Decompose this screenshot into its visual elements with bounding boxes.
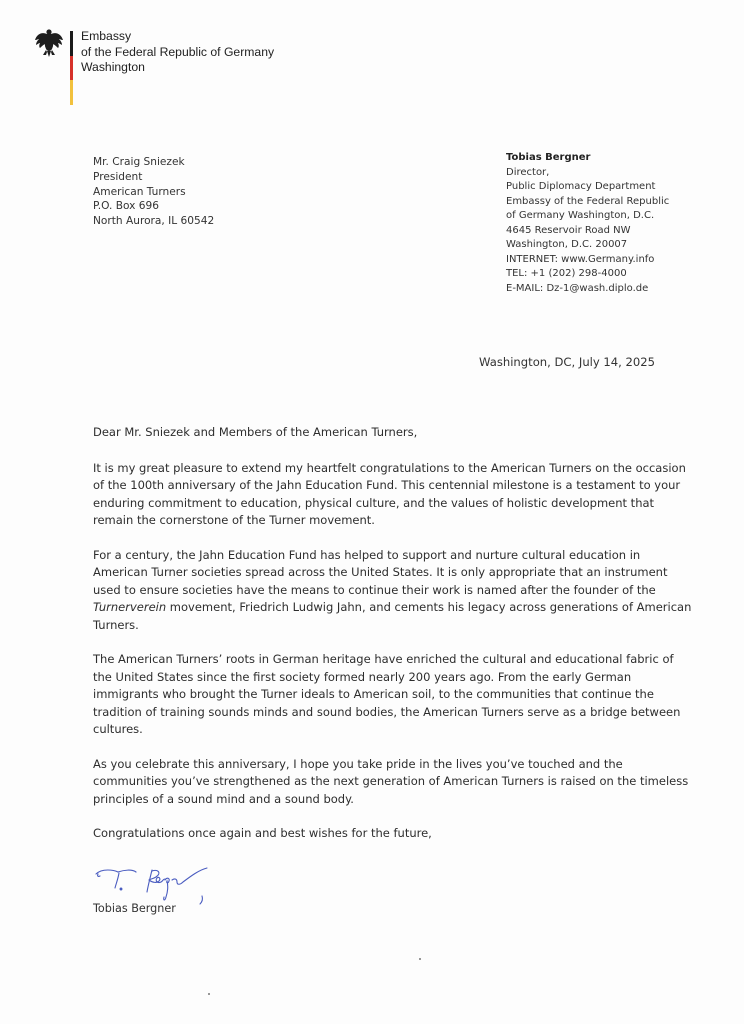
letterhead-line: of the Federal Republic of Germany — [81, 44, 275, 59]
signature-name: Tobias Bergner — [93, 902, 176, 915]
sender-line: of Germany Washington, D.C. — [506, 210, 655, 221]
flag-gold-stripe — [70, 80, 73, 105]
flag-bar — [70, 31, 73, 105]
letter-date: Washington, DC, July 14, 2025 — [479, 355, 656, 369]
embassy-letterhead — [81, 29, 274, 76]
sender-line: Embassy of the Federal Republic — [506, 195, 670, 207]
sender-email: E-MAIL: Dz-1@wash.diplo.de — [506, 282, 649, 294]
recipient-line: North Aurora, IL 60542 — [93, 215, 215, 228]
recipient-line: President — [93, 170, 143, 183]
turnerverein-term: Turnerverein — [93, 600, 167, 614]
federal-eagle-icon — [34, 27, 64, 59]
scan-speck — [208, 993, 210, 995]
recipient-line: P.O. Box 696 — [93, 200, 160, 213]
recipient-line: American Turners — [93, 185, 186, 198]
letterhead-line: Washington — [81, 60, 145, 74]
recipient-address — [93, 155, 214, 229]
paragraph-4: As you celebrate this anniversary, I hope you take pride in the lives you’ve touched and the communities you’ve strengthened as the next generation of American Turners is raised on the timeless principles of a sound mind and a sound body. — [93, 756, 689, 806]
sender-line: 4645 Reservoir Road NW — [506, 224, 631, 236]
scan-speck — [419, 958, 421, 960]
sender-block — [506, 151, 669, 296]
sender-name: Tobias Bergner — [506, 152, 591, 163]
letterhead-line: Embassy — [81, 29, 132, 43]
paragraph-2 — [93, 547, 693, 635]
paragraph-3: The American Turners’ roots in German heritage have enriched the cultural and educational fabric of the United States since the first society formed nearly 200 years ago. From the early German immigrants who brought the Turner ideals to American soil, to the communities that continue the tradition of training sounds minds and sound bodies, the American Turners serve as a bridge between cultures. — [93, 652, 681, 736]
letter-body — [93, 424, 693, 860]
salutation: Dear Mr. Sniezek and Members of the American Turners, — [93, 425, 418, 439]
sender-phone: TEL: +1 (202) 298-4000 — [506, 268, 627, 279]
sender-line: Director, — [506, 166, 550, 178]
paragraph-2-text: movement, Friedrich Ludwig Jahn, and cements his legacy across generations of American Turners. — [93, 600, 692, 632]
paragraph-1: It is my great pleasure to extend my heartfelt congratulations to the American Turners on the occasion of the 100th anniversary of the Jahn Education Fund. This centennial milestone is a testament to your enduring commitment to education, physical culture, and the values of holistic development that remain the cornerstone of the Turner movement. — [93, 460, 686, 527]
sender-line: Washington, D.C. 20007 — [506, 239, 628, 250]
sender-website: INTERNET: www.Germany.info — [506, 253, 655, 265]
recipient-line: Mr. Craig Sniezek — [93, 156, 185, 168]
flag-black-stripe — [70, 31, 73, 56]
flag-red-stripe — [70, 56, 73, 81]
closing: Congratulations once again and best wishes for the future, — [93, 826, 432, 840]
sender-line: Public Diplomacy Department — [506, 181, 656, 192]
paragraph-2-text: For a century, the Jahn Education Fund has helped to support and nurture cultural education in American Turner societies spread across the United States. It is only appropriate that an instrument used to ensure societies have the means to continue their work is named after the founder of the — [93, 547, 668, 597]
